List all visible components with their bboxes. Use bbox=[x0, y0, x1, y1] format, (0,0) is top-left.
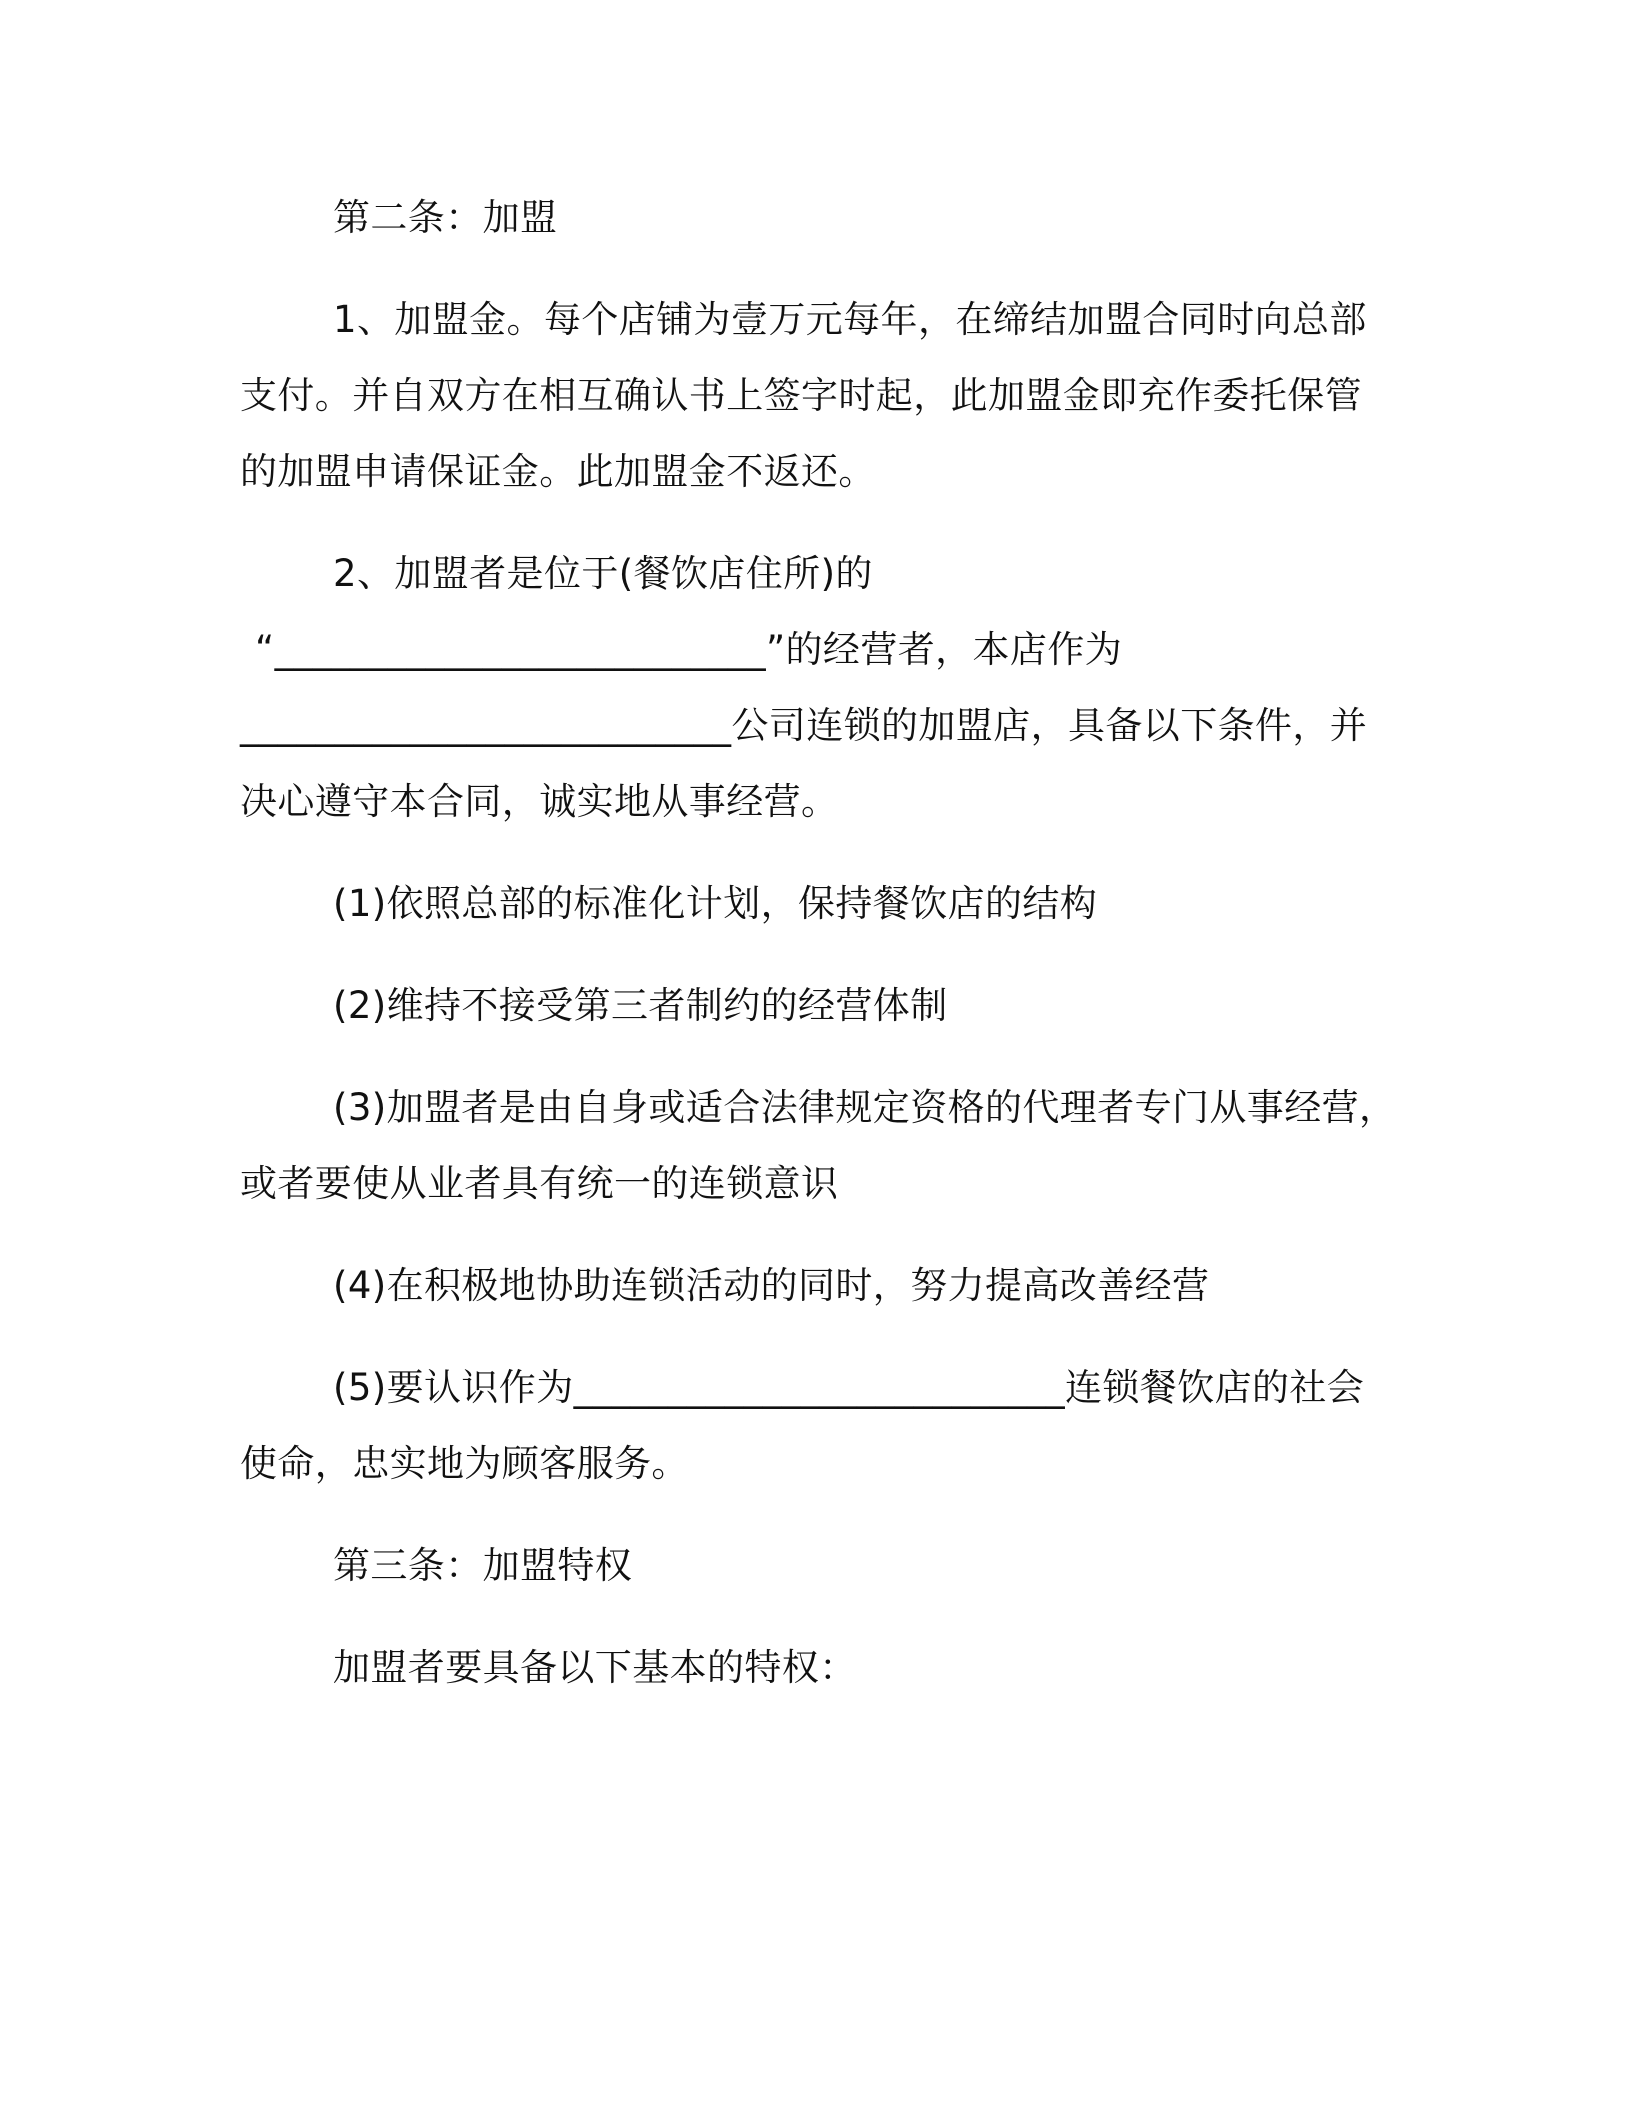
item-1-line-2: 支付。并自双方在相互确认书上签字时起，此加盟金即充作委托保管 bbox=[240, 374, 1362, 417]
condition-2: (2)维持不接受第三者制约的经营体制 bbox=[333, 984, 948, 1027]
condition-5-line-2: 使命，忠实地为顾客服务。 bbox=[240, 1442, 689, 1485]
item-2-line-4: 决心遵守本合同，诚实地从事经营。 bbox=[240, 780, 839, 823]
condition-4: (4)在积极地协助连锁活动的同时，努力提高改善经营 bbox=[333, 1264, 1210, 1307]
condition-1: (1)依照总部的标准化计划，保持餐饮店的结构 bbox=[333, 882, 1098, 925]
article-3-intro: 加盟者要具备以下基本的特权： bbox=[333, 1646, 857, 1689]
item-2-line-3: __________________________公司连锁的加盟店，具备以下条件，并 bbox=[240, 704, 1368, 747]
item-1-line-1: 1、加盟金。每个店铺为壹万元每年，在缔结加盟合同时向总部 bbox=[333, 298, 1367, 341]
condition-3-line-2: 或者要使从业者具有统一的连锁意识 bbox=[240, 1162, 839, 1205]
condition-5-line-1: (5)要认识作为__________________________连锁餐饮店的社会 bbox=[333, 1366, 1365, 1409]
article-2-heading: 第二条：加盟 bbox=[333, 196, 558, 239]
item-1-line-3: 的加盟申请保证金。此加盟金不返还。 bbox=[240, 450, 876, 493]
item-2-line-2: “__________________________”的经营者，本店作为 bbox=[255, 628, 1123, 671]
item-2-line-1: 2、加盟者是位于(餐饮店住所)的 bbox=[333, 552, 873, 595]
article-3-heading: 第三条：加盟特权 bbox=[333, 1544, 633, 1587]
condition-3-line-1: (3)加盟者是由自身或适合法律规定资格的代理者专门从事经营， bbox=[333, 1086, 1397, 1129]
